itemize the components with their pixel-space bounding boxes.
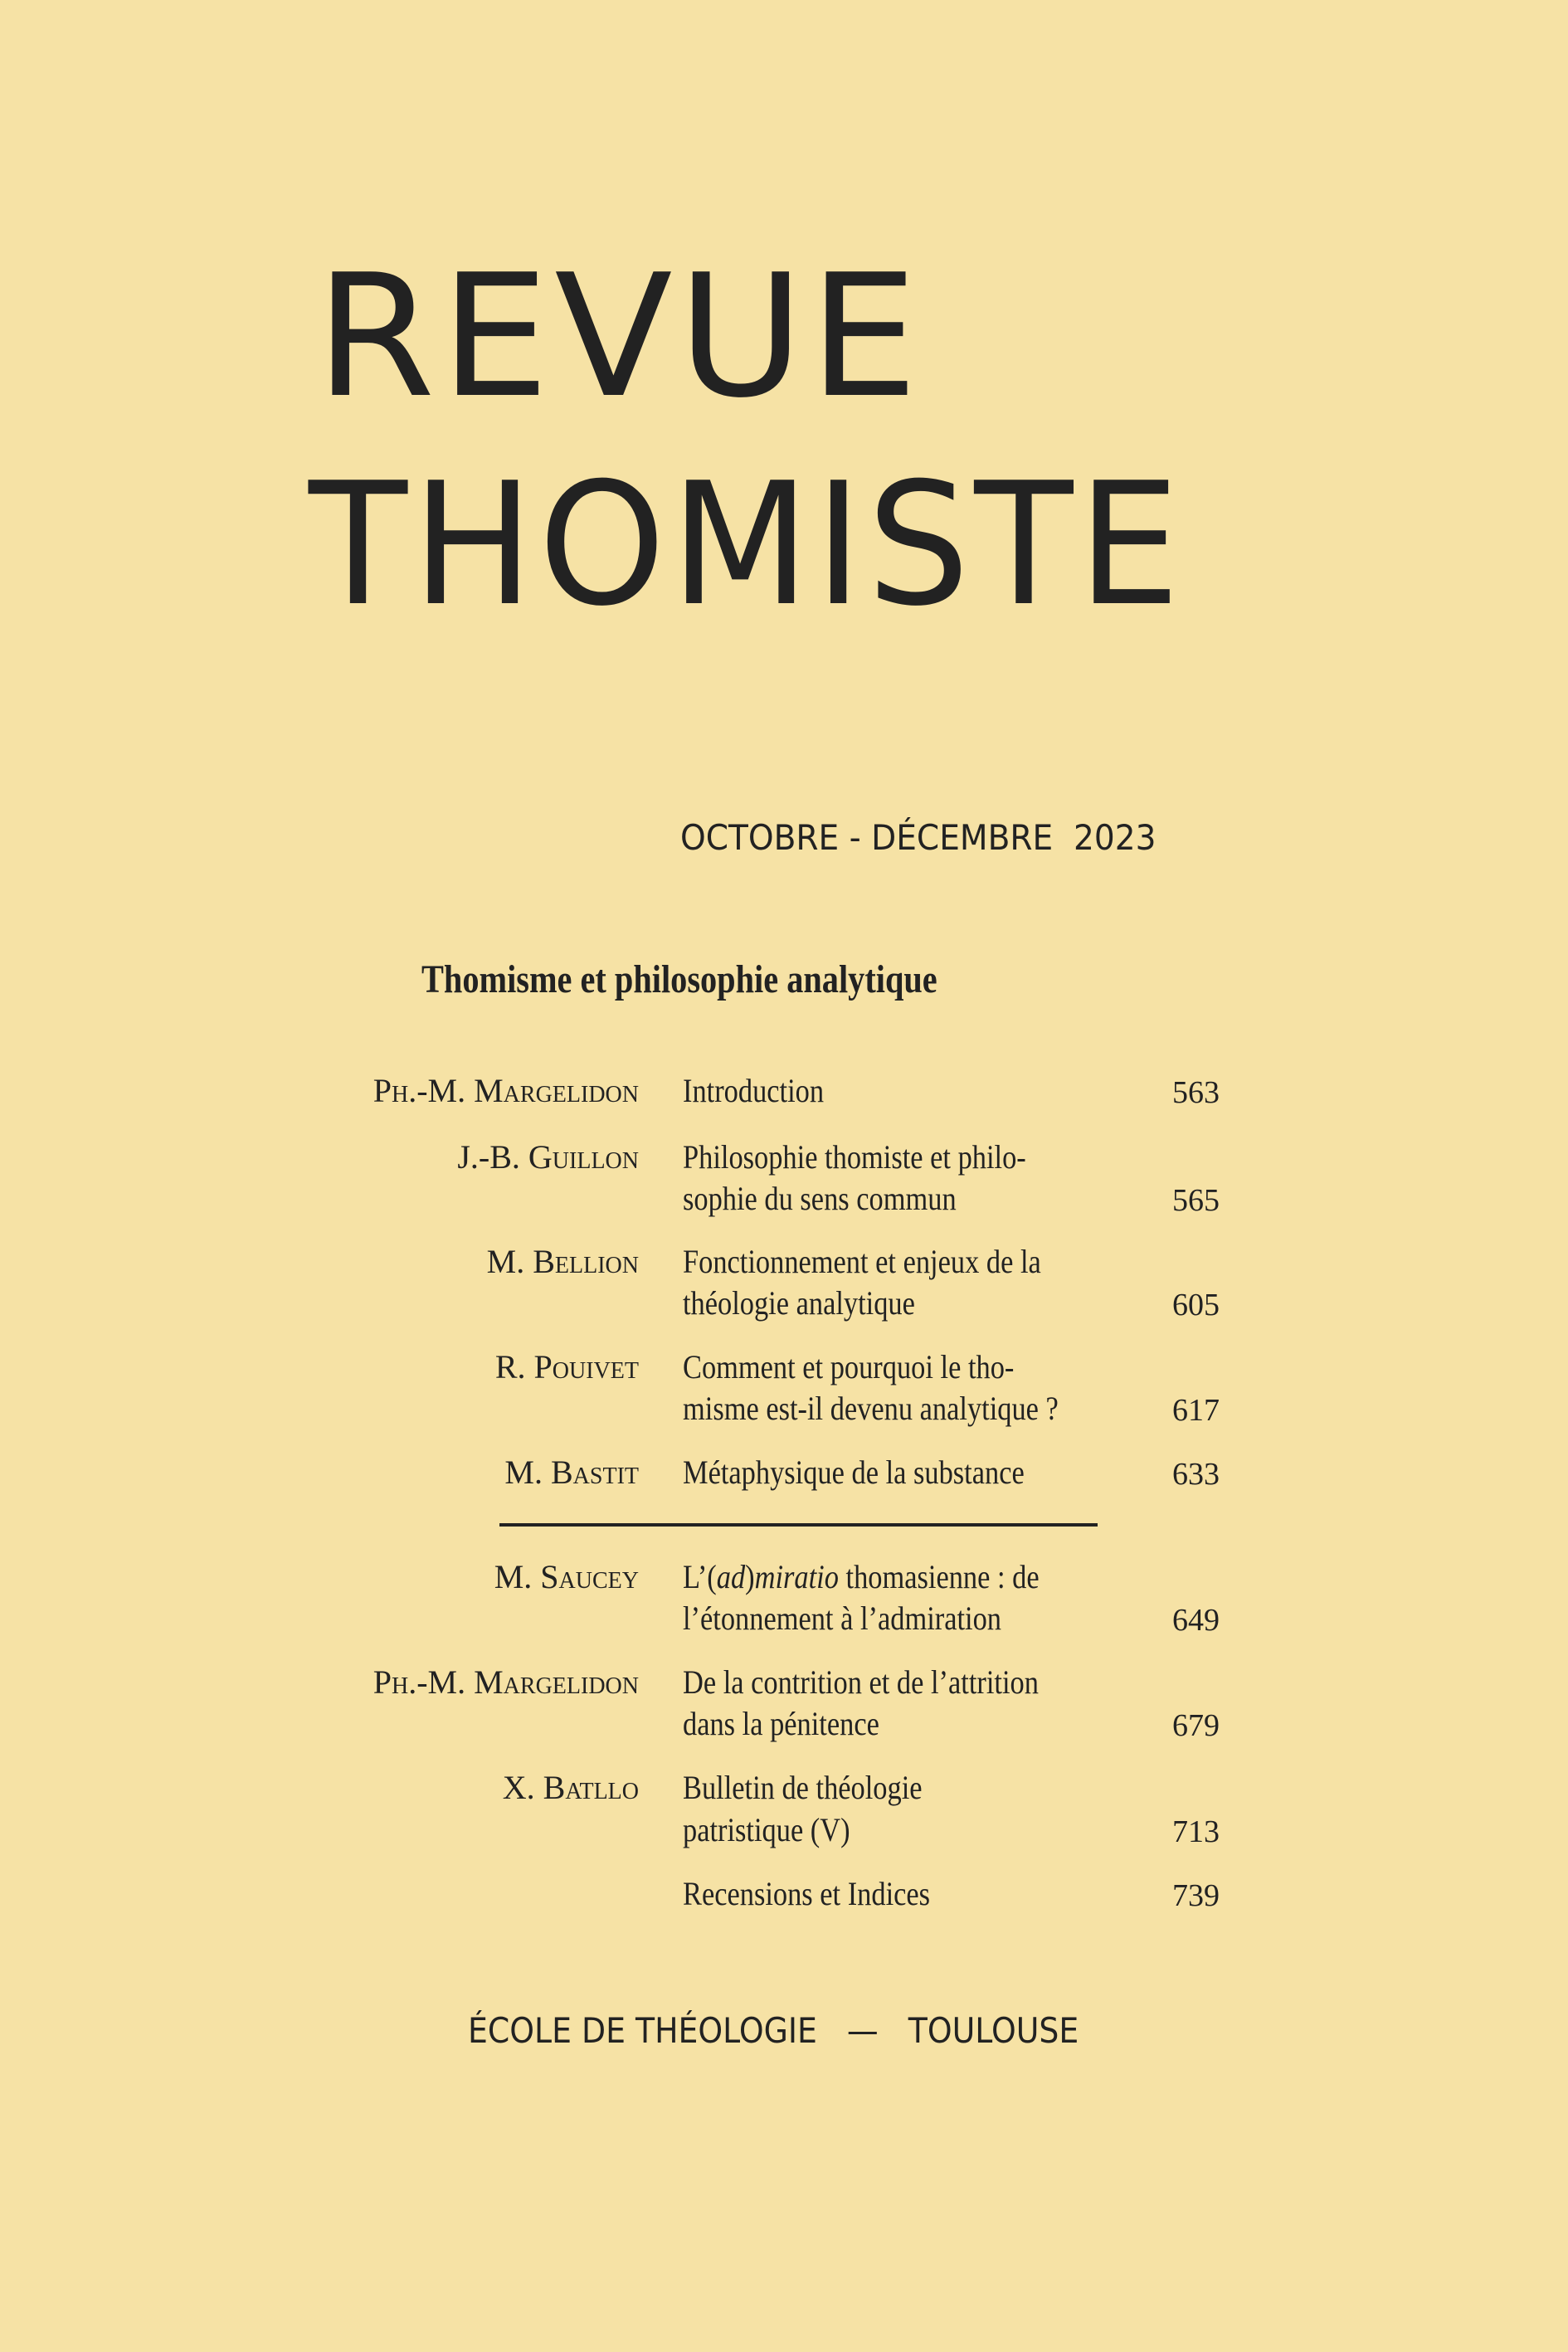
toc-page-number: 605 <box>1172 1288 1220 1322</box>
toc-title[interactable]: Métaphysique de la substance <box>683 1454 1025 1491</box>
toc-page-number: 617 <box>1172 1393 1220 1428</box>
toc-author: M. Bellion <box>486 1243 639 1280</box>
toc-author: Ph.-M. Margelidon <box>373 1663 639 1701</box>
toc-title-continued[interactable]: dans la pénitence <box>683 1705 879 1742</box>
toc-page-number: 563 <box>1172 1075 1220 1110</box>
issue-theme-title: Thomisme et philosophie analytique <box>421 957 937 1001</box>
toc-author: M. Bastit <box>504 1454 639 1491</box>
toc-author: J.-B. Guillon <box>457 1138 639 1176</box>
toc-page-number: 679 <box>1172 1708 1220 1743</box>
toc-title-continued[interactable]: misme est-il devenu analytique ? <box>683 1390 1059 1427</box>
toc-title[interactable]: Recensions et Indices <box>683 1875 931 1912</box>
toc-title-continued[interactable]: patristique (V) <box>683 1811 850 1848</box>
toc-page-number: 633 <box>1172 1457 1220 1492</box>
toc-title[interactable]: Fonctionnement et enjeux de la <box>683 1243 1041 1280</box>
title-italic-miratio: miratio <box>754 1558 839 1595</box>
toc-author: Ph.-M. Margelidon <box>373 1072 639 1109</box>
toc-title[interactable]: De la contrition et de l’attrition <box>683 1663 1039 1701</box>
title-italic-ad: ad <box>716 1558 746 1595</box>
toc-author: X. Batllo <box>502 1769 639 1806</box>
toc-title[interactable]: Introduction <box>683 1072 825 1109</box>
masthead-line-2: THOMISTE <box>309 447 1186 644</box>
masthead-line-1: REVUE <box>315 239 923 436</box>
toc-page-number: 713 <box>1172 1814 1220 1849</box>
title-paren: ) <box>745 1558 755 1595</box>
publisher-city: TOULOUSE <box>908 2010 1079 2051</box>
toc-author: R. Pouivet <box>494 1348 639 1385</box>
publisher-name: ÉCOLE DE THÉOLOGIE <box>468 2010 817 2051</box>
toc-page-number: 649 <box>1172 1603 1220 1638</box>
footer-separator: — <box>846 2010 879 2051</box>
section-divider <box>499 1523 1098 1527</box>
issue-date: OCTOBRE - DÉCEMBRE 2023 <box>680 817 1157 858</box>
toc-title[interactable] <box>683 1556 1040 1598</box>
toc-title-continued[interactable]: l’étonnement à l’admiration <box>683 1600 1002 1637</box>
toc-title[interactable]: Bulletin de théologie <box>683 1769 923 1806</box>
toc-title-continued[interactable]: théologie analytique <box>683 1284 915 1322</box>
title-rest: thomasienne : de <box>838 1558 1040 1595</box>
title-prefix: L’( <box>683 1558 717 1595</box>
toc-page-number: 565 <box>1172 1183 1220 1218</box>
toc-title-continued[interactable]: sophie du sens commun <box>683 1180 957 1217</box>
toc-page-number: 739 <box>1172 1878 1220 1913</box>
toc-author: M. Saucey <box>494 1558 639 1595</box>
toc-title[interactable]: Philosophie thomiste et philo- <box>683 1138 1026 1176</box>
publisher-footer <box>468 2010 1079 2051</box>
toc-title[interactable]: Comment et pourquoi le tho- <box>683 1348 1015 1385</box>
